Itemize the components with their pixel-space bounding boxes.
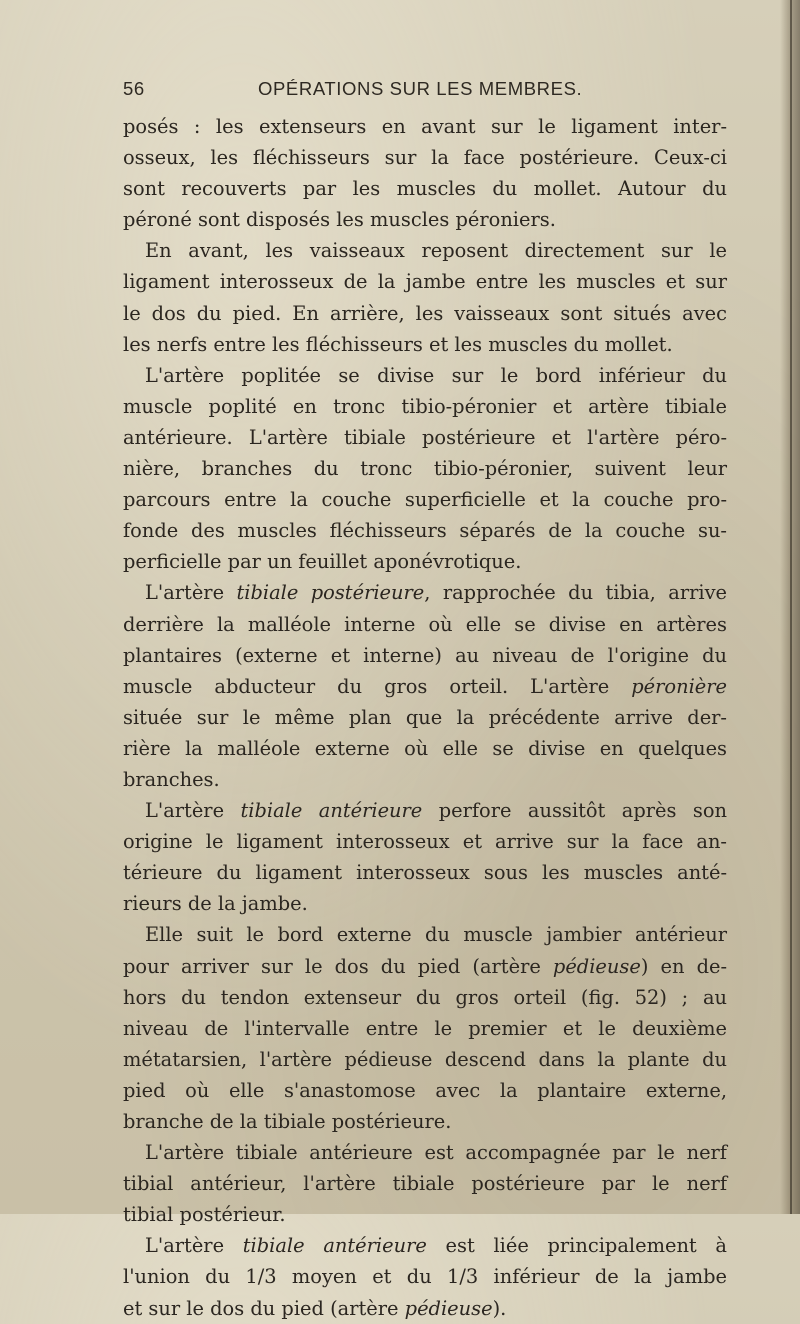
text-line: branche de la tibiale postérieure. <box>123 1110 452 1133</box>
text-line: L'artère tibiale antérieure est accompagnée par le nerf <box>145 1141 727 1165</box>
italic-term: pédieuse <box>552 954 641 978</box>
page-number: 56 <box>123 78 145 99</box>
text-line <box>123 1293 727 1324</box>
text-line: située sur le même plan que la précédente arrive der- <box>123 705 727 729</box>
italic-term: péronière <box>631 674 727 698</box>
italic-term: tibiale antérieure <box>240 799 423 823</box>
text-run: L'artère <box>145 581 237 605</box>
text-run: pour arriver sur le dos du pied (artère <box>123 954 553 978</box>
text-run: et sur le dos du pied (artère <box>123 1296 405 1320</box>
text-line: l'union du 1/3 moyen et du 1/3 inférieur de la jambe <box>123 1265 727 1289</box>
text-line: tibial postérieur. <box>123 1203 286 1227</box>
text-line: derrière la malléole interne où elle se divise en artères <box>123 612 727 636</box>
text-run: est liée principalement à <box>426 1234 727 1258</box>
text-line: ligament interosseux de la jambe entre les muscles et sur <box>123 270 727 294</box>
text-line: pied où elle s'anastomose avec la plantaire externe, <box>123 1078 727 1102</box>
text-run: , rapprochée du tibia, arrive <box>424 581 727 605</box>
text-line: hors du tendon extenseur du gros orteil (fig. 52) ; au <box>123 985 727 1009</box>
text-line: plantaires (externe et interne) au niveau de l'origine du <box>123 643 727 667</box>
text-run: muscle abducteur du gros orteil. L'artère <box>123 674 632 698</box>
text-run: L'artère <box>145 1234 243 1258</box>
text-line: En avant, les vaisseaux reposent directement sur le <box>145 239 727 263</box>
text-line: térieure du ligament interosseux sous les muscles anté- <box>123 861 727 885</box>
text-line: antérieure. L'artère tibiale postérieure et l'artère péro- <box>123 425 727 449</box>
text-line: osseux, les fléchisseurs sur la face postérieure. Ceux-ci <box>123 146 727 170</box>
text-line: tibial antérieur, l'artère tibiale postérieure par le nerf <box>123 1172 727 1196</box>
text-line <box>123 795 727 826</box>
text-line: perficielle par un feuillet aponévrotique. <box>123 550 522 574</box>
text-run: ) en de- <box>640 954 728 978</box>
text-line: péroné sont disposés les muscles péroniers. <box>123 208 556 232</box>
text-line: origine le ligament interosseux et arrive sur la face an- <box>123 830 727 854</box>
text-line: fonde des muscles fléchisseurs séparés de la couche su- <box>123 519 727 543</box>
text-run: ). <box>492 1296 507 1320</box>
text-run: perfore aussitôt après son <box>422 799 727 823</box>
text-line: les nerfs entre les fléchisseurs et les muscles du mollet. <box>123 332 673 356</box>
text-line: branches. <box>123 767 220 791</box>
text-line: rieurs de la jambe. <box>123 892 308 916</box>
running-head <box>123 78 723 104</box>
text-line: Elle suit le bord externe du muscle jambier antérieur <box>145 923 727 947</box>
italic-term: pédieuse <box>404 1296 493 1320</box>
text-line: posés : les extenseurs en avant sur le ligament inter- <box>123 115 727 138</box>
text-line <box>123 951 727 982</box>
body-text <box>123 111 727 1324</box>
italic-term: tibiale postérieure <box>236 581 425 605</box>
text-run: L'artère <box>145 799 241 823</box>
text-line: sont recouverts par les muscles du mollet. Autour du <box>123 177 727 201</box>
page-edge-line <box>790 0 792 1214</box>
text-line: parcours entre la couche superficielle et la couche pro- <box>123 488 727 512</box>
text-line: L'artère poplitée se divise sur le bord inférieur du <box>145 363 727 387</box>
text-line <box>123 577 727 608</box>
text-line: le dos du pied. En arrière, les vaisseaux sont situés avec <box>123 301 727 325</box>
italic-term: tibiale antérieure <box>242 1234 427 1258</box>
text-line <box>123 671 727 702</box>
text-line: rière la malléole externe où elle se divise en quelques <box>123 736 727 760</box>
text-line: métatarsien, l'artère pédieuse descend dans la plante du <box>123 1047 727 1071</box>
text-line: nière, branches du tronc tibio-péronier, suivent leur <box>123 457 727 481</box>
text-line <box>123 1230 727 1261</box>
text-line: niveau de l'intervalle entre le premier et le deuxième <box>123 1016 727 1040</box>
text-line: muscle poplité en tronc tibio-péronier et artère tibiale <box>123 394 727 418</box>
running-title: OPÉRATIONS SUR LES MEMBRES. <box>258 78 583 99</box>
